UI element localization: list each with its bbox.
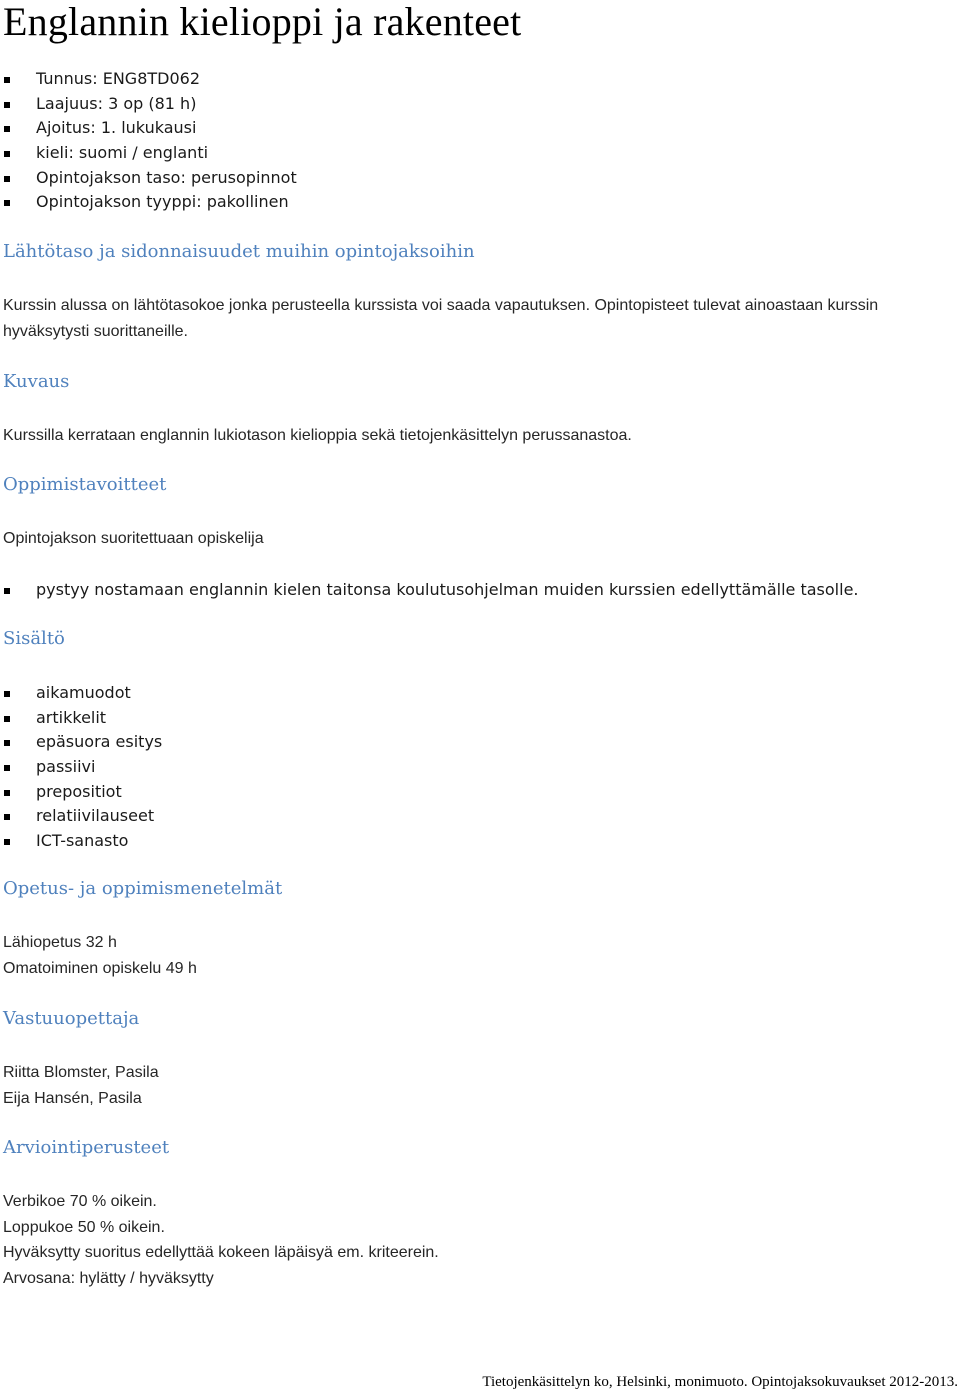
square-bullet-icon [4, 200, 10, 206]
section-heading-prerequisites: Lähtötaso ja sidonnaisuudet muihin opintojaksoihin [3, 241, 475, 262]
list-item: prepositiot [3, 780, 953, 805]
page-footer: Tietojenkäsittelyn ko, Helsinki, monimuoto. Opintojaksokuvaukset 2012-2013. [482, 1374, 958, 1390]
list-item: relatiivilauseet [3, 804, 953, 829]
methods-line: Omatoiminen opiskelu 49 h [3, 959, 197, 977]
section-heading-content: Sisältö [3, 628, 65, 649]
teacher-name: Eija Hansén, Pasila [3, 1089, 142, 1107]
description-text: Kurssilla kerrataan englannin lukiotason kielioppia sekä tietojenkäsittelyn perussanastoa. [3, 427, 632, 444]
square-bullet-icon [4, 716, 10, 722]
section-heading-objectives: Oppimistavoitteet [3, 474, 167, 495]
assessment-line: Loppukoe 50 % oikein. [3, 1218, 165, 1236]
square-bullet-icon [4, 691, 10, 697]
list-item: Laajuus: 3 op (81 h) [3, 92, 953, 117]
assessment-lines [3, 1189, 953, 1291]
square-bullet-icon [4, 102, 10, 108]
list-item: Tunnus: ENG8TD062 [3, 67, 953, 92]
list-item: Opintojakson taso: perusopinnot [3, 166, 953, 191]
methods-line: Lähiopetus 32 h [3, 934, 117, 951]
content-list [3, 681, 953, 854]
assessment-line: Verbikoe 70 % oikein. [3, 1193, 157, 1210]
list-item: epäsuora esitys [3, 730, 953, 755]
list-item: kieli: suomi / englanti [3, 141, 953, 166]
page-title: Englannin kielioppi ja rakenteet [3, 0, 522, 44]
list-item: Ajoitus: 1. lukukausi [3, 116, 953, 141]
square-bullet-icon [4, 588, 10, 594]
square-bullet-icon [4, 176, 10, 182]
methods-lines [3, 930, 953, 981]
section-heading-teacher: Vastuuopettaja [3, 1008, 140, 1029]
course-info-list [3, 67, 953, 215]
square-bullet-icon [4, 765, 10, 771]
assessment-line: Arvosana: hylätty / hyväksytty [3, 1269, 214, 1287]
square-bullet-icon [4, 740, 10, 746]
section-heading-methods: Opetus- ja oppimismenetelmät [3, 878, 283, 899]
objectives-intro: Opintojakson suoritettuaan opiskelija [3, 530, 264, 547]
list-item: ICT-sanasto [3, 829, 953, 854]
list-item: pystyy nostamaan englannin kielen taitonsa koulutusohjelman muiden kurssien edellyttämälle tasolle. [3, 578, 953, 603]
list-item: passiivi [3, 755, 953, 780]
assessment-line: Hyväksytty suoritus edellyttää kokeen läpäisyä em. kriteerein. [3, 1244, 439, 1261]
section-heading-description: Kuvaus [3, 371, 70, 392]
square-bullet-icon [4, 126, 10, 132]
square-bullet-icon [4, 151, 10, 157]
list-item: artikkelit [3, 706, 953, 731]
square-bullet-icon [4, 77, 10, 83]
list-item: Opintojakson tyyppi: pakollinen [3, 190, 953, 215]
list-item: aikamuodot [3, 681, 953, 706]
square-bullet-icon [4, 790, 10, 796]
square-bullet-icon [4, 839, 10, 845]
teacher-name: Riitta Blomster, Pasila [3, 1064, 159, 1081]
objectives-list [3, 578, 953, 603]
section-heading-assessment: Arviointiperusteet [3, 1137, 170, 1158]
teacher-lines [3, 1060, 953, 1111]
prerequisites-text: Kurssin alussa on lähtötasokoe jonka perusteella kurssista voi saada vapautuksen. Opintopisteet tulevat ainoastaan kurssin hyväksytysti suorittaneille. [3, 297, 879, 340]
square-bullet-icon [4, 814, 10, 820]
